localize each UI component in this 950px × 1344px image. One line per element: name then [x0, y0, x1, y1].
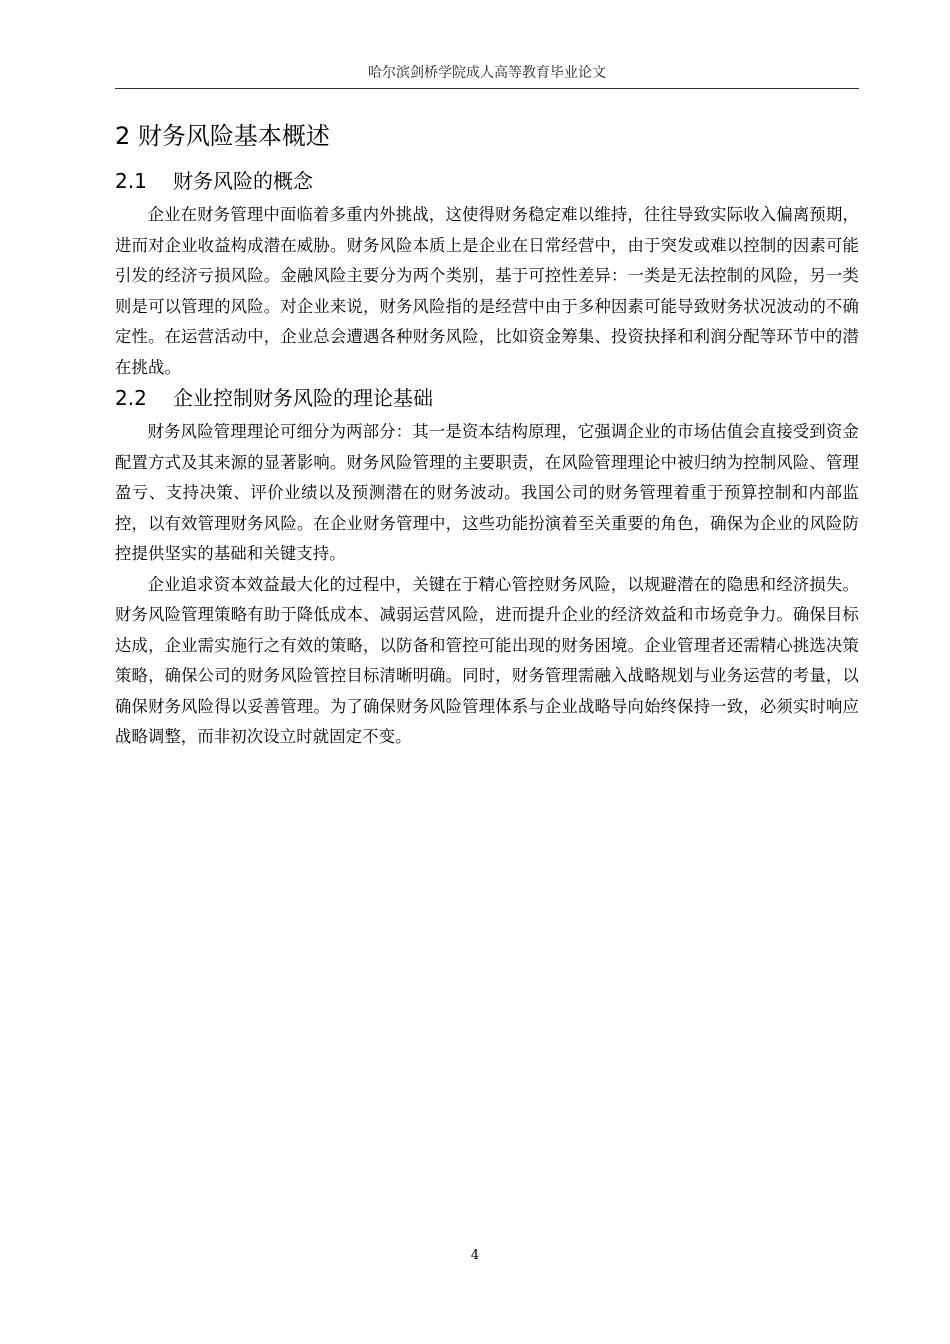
body-paragraph: 企业在财务管理中面临着多重内外挑战，这使得财务稳定难以维持，往往导致实际收入偏离预期，进而对企业收益构成潜在威胁。财务风险本质上是企业在日常经营中，由于突发或难以控制的因素可能引发的经济亏损风险。金融风险主要分为两个类别，基于可控性差异：一类是无法控制的风险，另一类则是可以管理的风险。对企业来说，财务风险指的是经营中由于多种因素可能导致财务状况波动的不确定性。在运营活动中，企业总会遭遇各种财务风险，比如资金筹集、投资抉择和利润分配等环节中的潜在挑战。	[115, 205, 859, 377]
section-2-2	[115, 383, 859, 753]
section-2-1	[115, 166, 859, 383]
section-number: 2.1	[115, 169, 147, 193]
section-heading	[115, 383, 859, 413]
section-title: 企业控制财务风险的理论基础	[173, 386, 433, 410]
header-rule	[115, 88, 859, 89]
page-content	[115, 118, 859, 753]
chapter-title: 2 财务风险基本概述	[115, 122, 330, 150]
section-number: 2.2	[115, 386, 147, 410]
running-header: 哈尔滨剑桥学院成人高等教育毕业论文	[368, 65, 606, 81]
page-number: 4	[470, 1248, 480, 1263]
body-paragraph: 企业追求资本效益最大化的过程中，关键在于精心管控财务风险，以规避潜在的隐患和经济损失。财务风险管理策略有助于降低成本、减弱运营风险，进而提升企业的经济效益和市场竞争力。确保目标达成，企业需实施行之有效的策略，以防备和管控可能出现的财务困境。企业管理者还需精心挑选决策策略，确保公司的财务风险管控目标清晰明确。同时，财务管理需融入战略规划与业务运营的考量，以确保财务风险得以妥善管理。为了确保财务风险管理体系与企业战略导向始终保持一致，必须实时响应战略调整，而非初次设立时就固定不变。	[115, 574, 859, 746]
body-paragraph: 财务风险管理理论可细分为两部分：其一是资本结构原理，它强调企业的市场估值会直接受到资金配置方式及其来源的显著影响。财务风险管理的主要职责，在风险管理理论中被归纳为控制风险、管理盈亏、支持决策、评价业绩以及预测潜在的财务波动。我国公司的财务管理着重于预算控制和内部监控，以有效管理财务风险。在企业财务管理中，这些功能扮演着至关重要的角色，确保为企业的风险防控提供坚实的基础和关键支持。	[115, 422, 859, 563]
section-heading	[115, 166, 859, 196]
section-title: 财务风险的概念	[173, 169, 313, 193]
